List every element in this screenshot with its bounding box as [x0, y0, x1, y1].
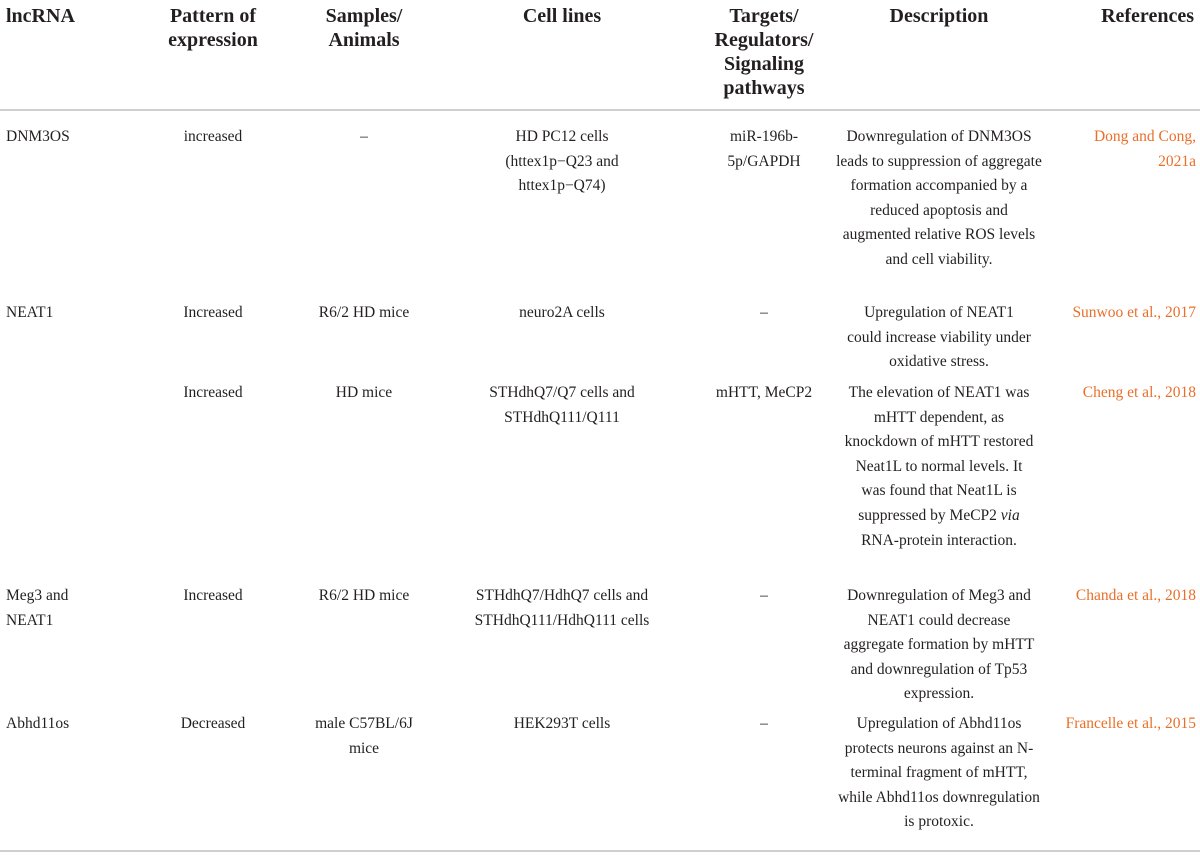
- cell-targets: –: [760, 304, 768, 321]
- reference-link[interactable]: Cheng et al., 2018: [1082, 384, 1196, 401]
- cell-samples: male C57BL/6J mice: [315, 715, 413, 757]
- cell-targets: miR-196b-5p/GAPDH: [727, 128, 801, 170]
- cell-cell-lines: STHdhQ7/HdhQ7 cells and STHdhQ111/HdhQ111 cells: [474, 587, 650, 629]
- reference-link[interactable]: Francelle et al., 2015: [1065, 715, 1196, 732]
- cell-samples: –: [360, 128, 368, 145]
- header-pattern: Pattern of expression: [168, 5, 258, 51]
- cell-reference: [1052, 297, 1200, 377]
- header-samples: Samples/ Animals: [325, 5, 403, 51]
- table-row: [0, 580, 1200, 708]
- cell-reference: [1052, 377, 1200, 580]
- cell-reference: [1052, 708, 1200, 844]
- header-cell-lines: Cell lines: [522, 5, 602, 27]
- description-italic: via: [1000, 506, 1020, 524]
- cell-lncrna: DNM3OS: [6, 128, 70, 145]
- header-lncrna: lncRNA: [6, 5, 75, 27]
- cell-pattern: Decreased: [180, 715, 246, 732]
- table-row: [0, 297, 1200, 377]
- reference-link[interactable]: Sunwoo et al., 2017: [1072, 304, 1196, 321]
- table-row: [0, 708, 1200, 844]
- cell-reference: [1052, 110, 1200, 297]
- cell-description: Upregulation of NEAT1 could increase viability under oxidative stress.: [847, 304, 1031, 371]
- cell-samples: R6/2 HD mice: [318, 587, 410, 604]
- cell-samples: HD mice: [335, 384, 393, 401]
- cell-pattern: Increased: [183, 304, 243, 321]
- cell-description: Downregulation of DNM3OS leads to suppression of aggregate formation accompanied by a reduced apoptosis and augmented relative ROS levels and cell viability.: [836, 128, 1042, 268]
- cell-targets: –: [760, 715, 768, 732]
- cell-pattern: increased: [183, 128, 243, 145]
- description-text: RNA-protein interaction.: [861, 531, 1017, 549]
- cell-targets: –: [760, 587, 768, 604]
- cell-description: Downregulation of Meg3 and NEAT1 could decrease aggregate formation by mHTT and downregulation of Tp53 expression.: [843, 587, 1035, 703]
- cell-lncrna: Meg3 and NEAT1: [6, 587, 69, 629]
- cell-pattern: Increased: [183, 384, 243, 401]
- cell-lncrna: [0, 377, 120, 580]
- cell-cell-lines: HD PC12 cells (httex1p−Q23 and httex1p−Q74): [505, 128, 619, 195]
- cell-cell-lines: STHdhQ7/Q7 cells and STHdhQ111/Q111: [489, 384, 635, 426]
- table-bottom-rule: [0, 850, 1200, 852]
- header-references: References: [1101, 5, 1194, 27]
- cell-description: [826, 377, 1052, 580]
- table-header-row: [0, 0, 1200, 110]
- cell-lncrna: Abhd11os: [6, 715, 70, 732]
- cell-reference: [1052, 580, 1200, 708]
- cell-cell-lines: HEK293T cells: [513, 715, 611, 732]
- reference-link[interactable]: Chanda et al., 2018: [1075, 587, 1196, 604]
- cell-description: Upregulation of Abhd11os protects neurons against an N-terminal fragment of mHTT, while Abhd11os downregulation is protoxic.: [838, 715, 1040, 831]
- cell-lncrna: NEAT1: [6, 304, 54, 321]
- header-description: Description: [889, 5, 989, 27]
- table-row: [0, 110, 1200, 297]
- reference-link[interactable]: Dong and Cong, 2021a: [1093, 128, 1196, 170]
- description-text: The elevation of NEAT1 was mHTT dependent, as knockdown of mHTT restored Neat1L to normal levels. It was found that Neat1L is suppressed by MeCP2: [844, 384, 1034, 524]
- header-targets: Targets/ Regulators/ Signaling pathways: [714, 5, 814, 99]
- cell-samples: R6/2 HD mice: [318, 304, 410, 321]
- cell-targets: mHTT, MeCP2: [715, 384, 813, 401]
- cell-pattern: Increased: [183, 587, 243, 604]
- table-row: [0, 377, 1200, 580]
- cell-cell-lines: neuro2A cells: [519, 304, 605, 321]
